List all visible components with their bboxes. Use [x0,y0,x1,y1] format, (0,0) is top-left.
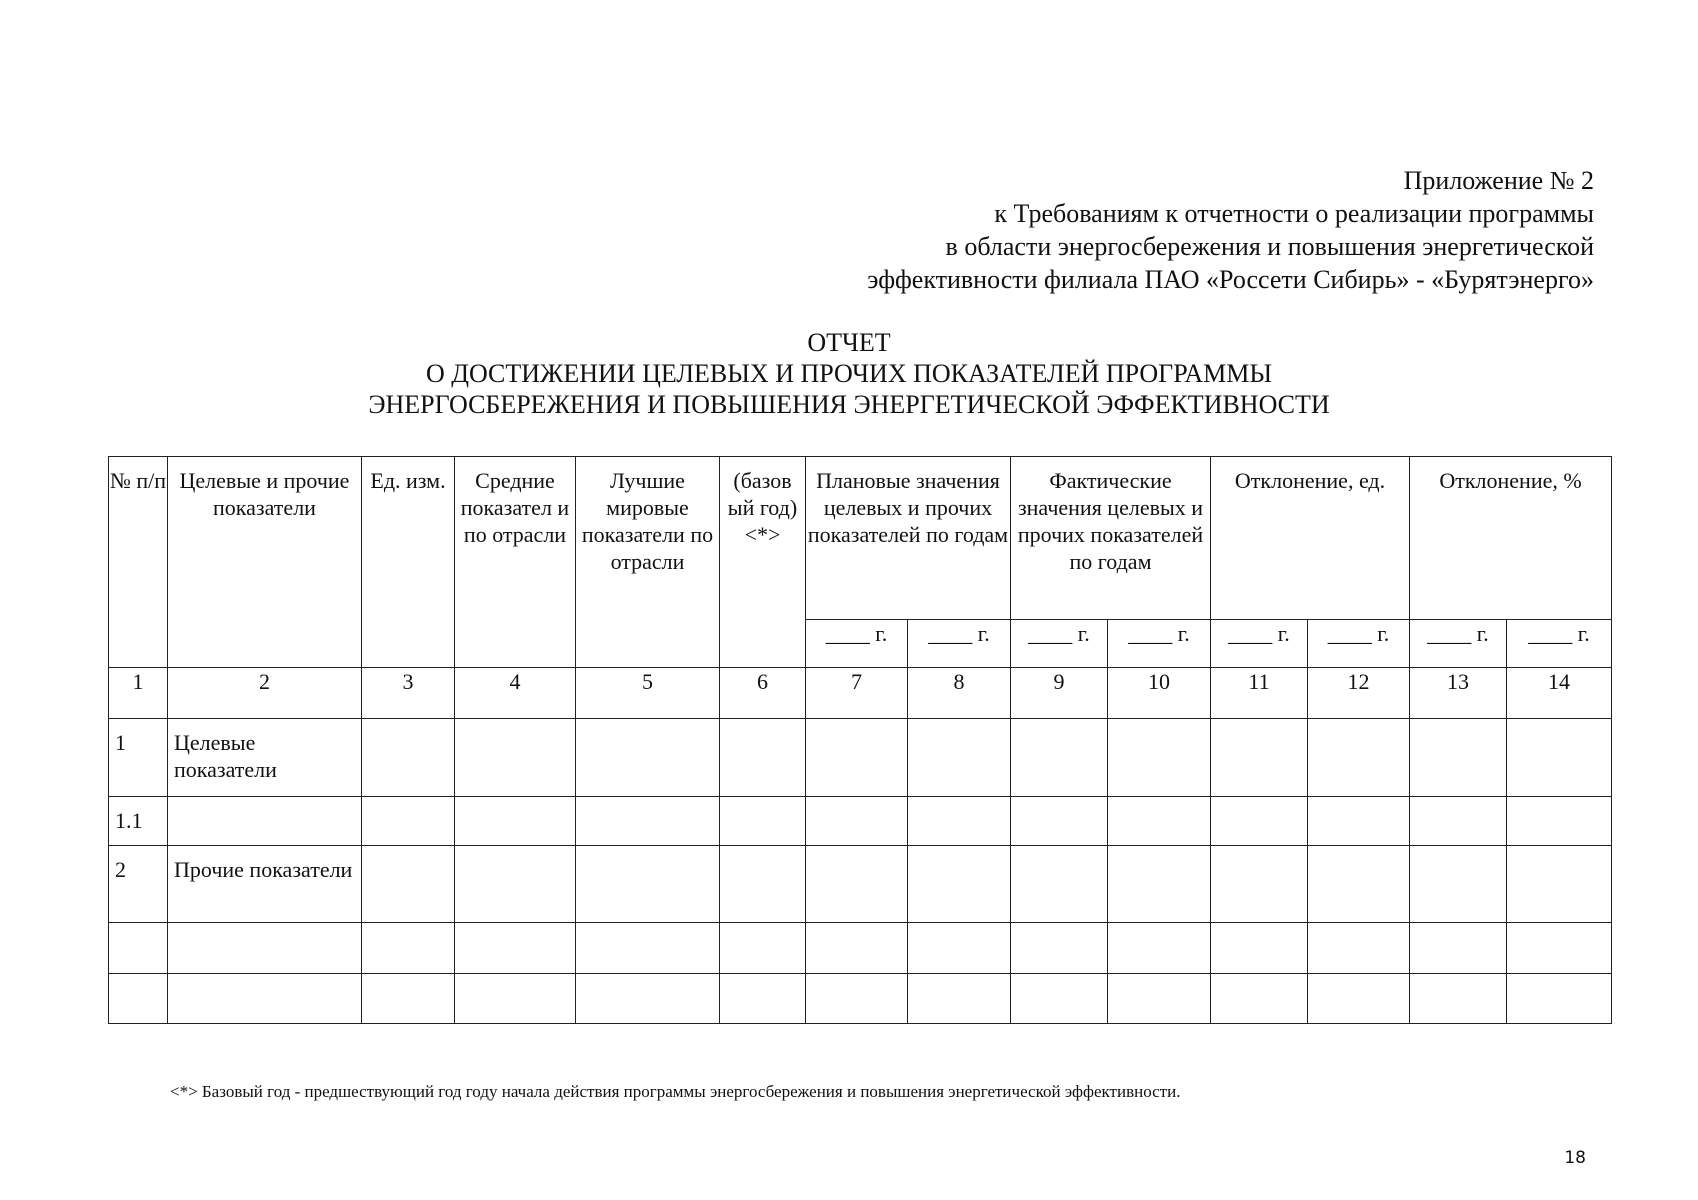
column-number: 3 [362,668,455,719]
row-num [109,974,168,1024]
header-industry-avg: Средние показател и по отрасли [455,457,576,668]
year-cell: ____ г. [1308,620,1410,668]
column-number: 7 [806,668,908,719]
table-row [109,719,1612,797]
column-number: 14 [1507,668,1612,719]
row-num: 2 [109,846,168,923]
footnote: <*> Базовый год - предшествующий год году начала действия программы энергосбережения и повышения энергетической эффективности. [170,1082,1181,1101]
header-dev-units: Отклонение, ед. [1211,457,1410,620]
row-num [109,923,168,974]
appendix-line-1: Приложение № 2 [1403,166,1594,195]
header-base-year: (базов ый год) <*> [720,457,806,668]
year-cell: ____ г. [1507,620,1612,668]
column-number: 11 [1211,668,1308,719]
row-name: Прочие показатели [168,846,362,923]
column-number: 1 [109,668,168,719]
report-title [0,327,1698,420]
header-indicators: Целевые и прочие показатели [168,457,362,668]
title-line-3: ЭНЕРГОСБЕРЕЖЕНИЯ И ПОВЫШЕНИЯ ЭНЕРГЕТИЧЕСКОЙ ЭФФЕКТИВНОСТИ [368,390,1330,419]
appendix-line-4: эффективности филиала ПАО «Россети Сибирь» - «Бурятэнерго» [867,265,1594,294]
row-name [168,797,362,846]
appendix-line-3: в области энергосбережения и повышения энергетической [945,232,1594,261]
column-number: 10 [1108,668,1211,719]
row-num: 1.1 [109,797,168,846]
column-number: 12 [1308,668,1410,719]
page-number: 18 [1564,1148,1586,1168]
column-number: 9 [1011,668,1108,719]
report-table [108,456,1612,1024]
row-name [168,923,362,974]
table-row [109,846,1612,923]
row-name [168,974,362,1024]
table-row [109,923,1612,974]
column-number: 2 [168,668,362,719]
year-cell: ____ г. [1011,620,1108,668]
column-number: 4 [455,668,576,719]
column-number: 8 [908,668,1011,719]
column-number: 6 [720,668,806,719]
header-world-best: Лучшие мировые показатели по отрасли [576,457,720,668]
title-line-1: ОТЧЕТ [807,328,891,357]
column-number-row [109,668,1612,719]
row-name: Целевые показатели [168,719,362,797]
header-unit: Ед. изм. [362,457,455,668]
year-cell: ____ г. [1211,620,1308,668]
column-number: 13 [1410,668,1507,719]
header-planned: Плановые значения целевых и прочих показателей по годам [806,457,1011,620]
header-num: № п/п [109,457,168,668]
column-number: 5 [576,668,720,719]
year-cell: ____ г. [1410,620,1507,668]
row-num: 1 [109,719,168,797]
table-row [109,797,1612,846]
year-cell: ____ г. [908,620,1011,668]
appendix-line-2: к Требованиям к отчетности о реализации программы [994,199,1594,228]
header-actual: Фактические значения целевых и прочих показателей по годам [1011,457,1211,620]
header-row [109,457,1612,620]
header-dev-percent: Отклонение, % [1410,457,1612,620]
table-row [109,974,1612,1024]
appendix-header [867,164,1594,296]
year-cell: ____ г. [1108,620,1211,668]
title-line-2: О ДОСТИЖЕНИИ ЦЕЛЕВЫХ И ПРОЧИХ ПОКАЗАТЕЛЕЙ ПРОГРАММЫ [425,359,1273,388]
year-cell: ____ г. [806,620,908,668]
